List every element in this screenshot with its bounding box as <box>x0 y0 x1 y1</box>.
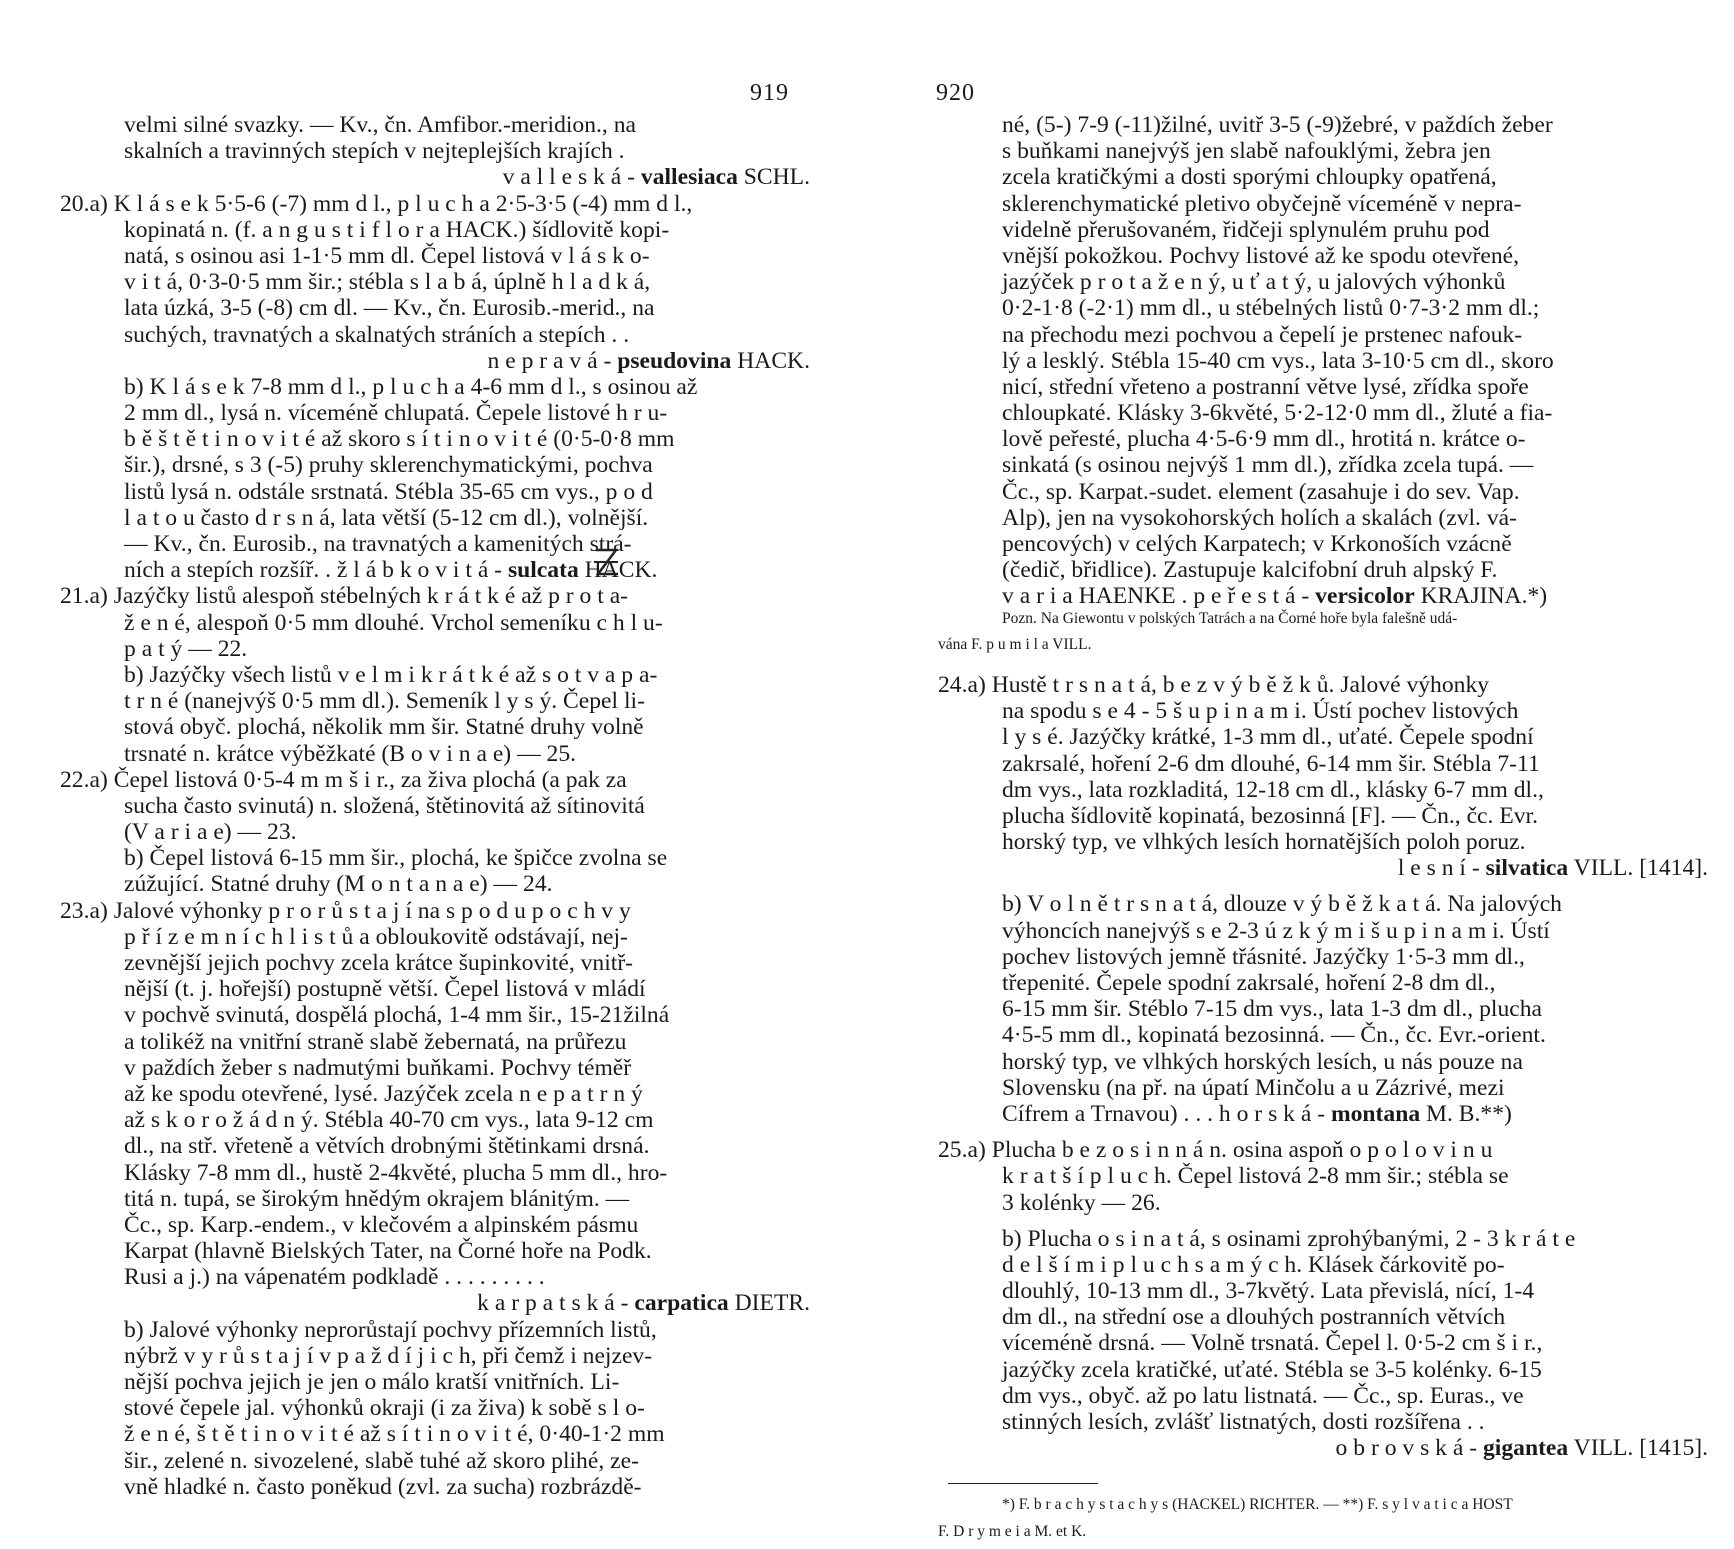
author-text: M. B.**) <box>1420 1100 1512 1127</box>
text-line <box>938 1278 1708 1304</box>
line-text: 2 mm dl., lysá n. víceméně chlupatá. Čepele listové h r u- <box>124 400 668 427</box>
line-text: p ř í z e m n í c h l i s t ů a obloukovitě odstávají, nej- <box>124 923 628 950</box>
text-column <box>938 112 1708 1549</box>
line-text: Alp), jen na vysokohorských holích a skalách (zvl. vá- <box>1002 504 1517 531</box>
line-text: jazýčky zcela kratičké, uťaté. Stébla se 3-5 kolénky. 6-15 <box>1002 1356 1542 1383</box>
text-line <box>938 243 1708 269</box>
species-name: carpatica <box>634 1290 729 1317</box>
text-line <box>938 164 1708 190</box>
line-text: suchých, travnatých a skalnatých stráních a stepích . . <box>124 321 630 348</box>
line-text: ž e n é, š t ě t i n o v i t é až s í t i n o v i t é, 0·40-1·2 mm <box>124 1421 665 1448</box>
line-text: b) Plucha o s i n a t á, s osinami zprohýbanými, 2 - 3 k r á t e <box>1002 1225 1576 1252</box>
line-text: dm vys., obyč. až po latu listnatá. — Čc., sp. Euras., ve <box>1002 1382 1524 1409</box>
line-text: zúžující. Statné druhy (M o n t a n a e) — 24. <box>124 871 553 898</box>
line-text: lata úzká, 3-5 (-8) cm dl. — Kv., čn. Eurosib.-merid., na <box>124 295 655 322</box>
line-text: stové čepele jal. výhonků okraji (i za živa) k sobě s l o- <box>124 1395 645 1422</box>
text-line <box>60 112 810 138</box>
line-text: 21.a) Jazýčky listů alespoň stébelných k r á t k é až p r o t a- <box>60 583 629 610</box>
author-text: DIETR. <box>728 1290 810 1317</box>
text-line <box>60 400 810 426</box>
text-line <box>938 996 1708 1022</box>
text-line <box>938 672 1708 698</box>
line-text: dm dl., na střední ose a dlouhých postranních větvích <box>1002 1304 1506 1331</box>
text-line <box>938 505 1708 531</box>
text-line <box>60 610 810 636</box>
line-text: až s k o r o ž á d n ý. Stébla 40-70 cm vys., lata 9-12 cm <box>124 1107 654 1134</box>
line-text: nější (t. j. hořejší) postupně větší. Čepel listová v mládí <box>124 976 646 1003</box>
line-text: videlně přerušovaném, řidčeji splynulém pruhu pod <box>1002 216 1490 243</box>
text-line <box>938 724 1708 750</box>
text-line <box>938 829 1708 855</box>
line-text: lově peřesté, plucha 4·5-6·9 mm dl., hrotitá n. krátce o- <box>1002 426 1526 453</box>
line-text: výhoncích nanejvýš s e 2-3 ú z k ý m i š u p i n a m i. Ústí <box>1002 917 1550 944</box>
page-left <box>0 0 860 1501</box>
text-line <box>60 976 810 1002</box>
text-line <box>60 741 810 767</box>
line-text: pencových) v celých Karpatech; v Krkonoších vzácně <box>1002 531 1512 557</box>
text-line <box>60 1186 810 1212</box>
text-line <box>938 452 1708 478</box>
line-text: nější pochva jejich je jen o málo kratší vnitřních. Li- <box>124 1369 620 1395</box>
text-line <box>938 531 1708 557</box>
line-text: Čc., sp. Karpat.-sudet. element (zasahuje i do sev. Vap. <box>1002 478 1520 505</box>
line-text: b) K l á s e k 7-8 mm d l., p l u c h a 4-6 mm d l., s osinou až <box>124 373 698 400</box>
text-line <box>60 1002 810 1028</box>
line-text: až ke spodu otevřené, lysé. Jazýček zcela n e p a t r n ý <box>124 1080 643 1107</box>
line-text: víceméně drsná. — Volně trsnatá. Čepel l. 0·5-2 cm š i r., <box>1002 1330 1543 1357</box>
line-text: 24.a) Hustě t r s n a t á, b e z v ý b ě ž k ů. Jalové výhonky <box>938 671 1490 698</box>
text-line <box>60 1290 810 1316</box>
text-line <box>938 400 1708 426</box>
text-line <box>938 217 1708 243</box>
text-line <box>938 112 1708 138</box>
text-line <box>60 479 810 505</box>
text-line <box>938 1435 1708 1461</box>
text-line <box>60 871 810 897</box>
line-text: b) Jalové výhonky neprorůstají pochvy přízemních listů, <box>124 1316 657 1343</box>
text-line <box>938 636 1708 662</box>
text-line <box>938 1357 1708 1383</box>
line-text: t r n é (nanejvýš 0·5 mm dl.). Semeník l y s ý. Čepel li- <box>124 688 645 715</box>
text-line <box>938 479 1708 505</box>
text-line <box>60 1081 810 1107</box>
line-text: lý a lesklý. Stébla 15-40 cm vys., lata 3-10·5 cm dl., skoro <box>1002 347 1554 374</box>
text-line <box>60 1474 810 1500</box>
text-line <box>60 845 810 871</box>
text-line <box>60 1395 810 1421</box>
text-line <box>938 583 1708 609</box>
text-line <box>60 1343 810 1369</box>
text-line <box>938 348 1708 374</box>
text-line <box>938 322 1708 348</box>
text-line <box>60 505 810 531</box>
line-text: velmi silné svazky. — Kv., čn. Amfibor.-meridion., na <box>124 112 636 138</box>
text-line <box>938 1049 1708 1075</box>
line-text: Cífrem a Trnavou) . . . h o r s k á - <box>1002 1100 1331 1127</box>
line-text: v paždích žeber s nadmutými buňkami. Pochvy téměř <box>124 1054 632 1081</box>
line-text: sucha často svinutá) n. složená, štětinovitá až sítinovitá <box>124 792 645 819</box>
line-text: skalních a travinných stepích v nejteplejších krajích . <box>124 138 625 165</box>
text-line <box>60 1029 810 1055</box>
species-name: vallesiaca <box>640 164 738 191</box>
line-text: vána F. p u m i l a VILL. <box>938 635 1092 653</box>
line-text: Slovensku (na př. na úpatí Minčolu a u Zázrivé, mezi <box>1002 1074 1505 1101</box>
text-line <box>60 767 810 793</box>
text-line <box>938 970 1708 996</box>
text-line <box>60 1448 810 1474</box>
author-text: HACK. <box>731 347 810 374</box>
text-line <box>60 636 810 662</box>
line-text: plucha šídlovitě kopinatá, bezosinná [F]. — Čn., čc. Evr. <box>1002 802 1538 829</box>
text-line <box>938 803 1708 829</box>
text-line <box>60 1107 810 1133</box>
line-text: šir.), drsné, s 3 (-5) pruhy sklerenchymatickými, pochva <box>124 452 653 479</box>
text-line <box>60 374 810 400</box>
line-text: k a r p a t s k á - <box>477 1290 635 1317</box>
text-line <box>60 531 810 557</box>
line-text: o b r o v s k á - <box>1335 1435 1483 1462</box>
line-text: sinkatá (s osinou nejvýš 1 mm dl.), zřídka zcela tupá. — <box>1002 452 1534 479</box>
species-name: montana <box>1330 1100 1421 1127</box>
text-line <box>938 1330 1708 1356</box>
line-text: třepenité. Čepele spodní zakrsalé, hoření 2-8 dm dl., <box>1002 970 1496 996</box>
line-text: 0·2-1·8 (-2·1) mm dl., u stébelných listů 0·7-3·2 mm dl.; <box>1002 295 1540 322</box>
line-text: sklerenchymatické pletivo obyčejně víceméně v nepra- <box>1002 190 1522 217</box>
text-line <box>60 1238 810 1264</box>
line-text: ních a stepích rozšíř. . ž l á b k o v i t á - <box>124 557 508 584</box>
text-line <box>938 1101 1708 1127</box>
line-text: (V a r i a e) — 23. <box>124 819 297 846</box>
line-text: l a t o u často d r s n á, lata větší (5-12 cm dl.), volnější. <box>124 504 649 531</box>
species-name: sulcata <box>507 557 579 584</box>
spacer <box>938 662 1708 672</box>
line-text: trsnaté n. krátce výběžkaté (B o v i n a e) — 25. <box>124 740 577 767</box>
text-line <box>60 1264 810 1290</box>
line-text: vně hladké n. často poněkud (zvl. za sucha) rozbrázdě- <box>124 1473 642 1500</box>
line-text: v pochvě svinutá, dospělá plochá, 1-4 mm šir., 15-21žilná <box>124 1002 670 1029</box>
text-line <box>938 1137 1708 1163</box>
text-line <box>60 164 810 190</box>
line-text: b) V o l n ě t r s n a t á, dlouze v ý b ě ž k a t á. Na jalových <box>1002 891 1562 918</box>
text-line <box>938 918 1708 944</box>
text-line <box>938 1190 1708 1216</box>
line-text: zakrsalé, hoření 2-6 dm dlouhé, 6-14 mm šir. Stébla 7-11 <box>1002 750 1540 777</box>
spacer <box>938 1216 1708 1226</box>
line-text: a tolikéž na vnitřní straně slabě žebernatá, na průřezu <box>124 1028 627 1055</box>
text-line <box>60 322 810 348</box>
text-line <box>60 819 810 845</box>
line-text: horský typ, ve vlhkých horských lesích, u nás pouze na <box>1002 1048 1523 1075</box>
text-line <box>938 1383 1708 1409</box>
line-text: kopinatá n. (f. a n g u s t i f l o r a HACK.) šídlovitě kopi- <box>124 216 670 243</box>
line-text: ž e n é, alespoň 0·5 mm dlouhé. Vrchol semeníku c h l u- <box>124 609 663 636</box>
line-text: titá n. tupá, se širokým hnědým okrajem blánitým. — <box>124 1185 630 1212</box>
text-line <box>60 714 810 740</box>
line-text: Klásky 7-8 mm dl., hustě 2-4květé, plucha 5 mm dl., hro- <box>124 1159 668 1186</box>
footnote: *) F. b r a c h y s t a c h y s (HACKEL) RICHTER. — **) F. s y l v a t i c a HOST <box>1002 1496 1513 1514</box>
text-line <box>60 1369 810 1395</box>
text-line <box>60 1317 810 1343</box>
line-text: v i t á, 0·3-0·5 mm šir.; stébla s l a b á, úplně h l a d k á, <box>124 269 651 296</box>
author-text: KRAJINA.*) <box>1414 583 1548 610</box>
line-text: Čc., sp. Karp.-endem., v klečovém a alpinském pásmu <box>124 1211 639 1238</box>
text-line <box>60 295 810 321</box>
line-text: na spodu s e 4 - 5 š u p i n a m i. Ústí pochev listových <box>1002 698 1519 725</box>
text-line <box>938 269 1708 295</box>
line-text: 23.a) Jalové výhonky p r o r ů s t a j í na s p o d u p o c h v y <box>60 897 631 924</box>
line-text: — Kv., čn. Eurosib., na travnatých a kamenitých strá- <box>124 531 632 557</box>
spacer <box>938 881 1708 891</box>
text-line <box>938 1409 1708 1435</box>
text-line <box>60 583 810 609</box>
line-text: zcela kratičkými a dosti sporými chloupky opatřená, <box>1002 164 1497 191</box>
page-number: 919 <box>750 80 789 106</box>
text-line <box>938 1163 1708 1189</box>
line-text: jazýček p r o t a ž e n ý, u ť a t ý, u jalových výhonků <box>1002 269 1506 296</box>
line-text: né, (5-) 7-9 (-11)žilné, uvitř 3-5 (-9)žebré, v paždích žeber <box>1002 112 1553 138</box>
page-right <box>900 0 1734 1540</box>
line-text: natá, s osinou asi 1-1·5 mm dl. Čepel listová v l á s k o- <box>124 242 650 269</box>
text-column <box>60 112 810 1500</box>
text-line <box>60 269 810 295</box>
handwritten-z-mark <box>592 544 622 584</box>
text-line <box>938 891 1708 917</box>
text-line <box>938 1022 1708 1048</box>
species-name: versicolor <box>1315 583 1415 610</box>
line-text: b ě š t ě t i n o v i t é až skoro s í t i n o v i t é (0·5-0·8 mm <box>124 426 675 453</box>
text-line <box>60 348 810 374</box>
text-line <box>60 426 810 452</box>
text-line <box>938 855 1708 881</box>
text-line <box>60 217 810 243</box>
line-text: v a l l e s k á - <box>502 164 641 191</box>
line-text: 6-15 mm šir. Stéblo 7-15 dm vys., lata 1-3 dm dl., plucha <box>1002 996 1542 1023</box>
text-line <box>60 898 810 924</box>
line-text: l y s é. Jazýčky krátké, 1-3 mm dl., uťaté. Čepele spodní <box>1002 724 1534 751</box>
text-line <box>60 950 810 976</box>
line-text: (čedič, břidlice). Zastupuje kalcifobní druh alpský F. <box>1002 557 1498 584</box>
text-line <box>938 1075 1708 1101</box>
text-line <box>60 924 810 950</box>
line-text: 20.a) K l á s e k 5·5-6 (-7) mm d l., p l u c h a 2·5-3·5 (-4) mm d l., <box>60 190 693 217</box>
author-text: VILL. [1415]. <box>1568 1435 1708 1462</box>
line-text: pochev listových jemně třásnité. Jazýčky 1·5-3 mm dl., <box>1002 943 1525 970</box>
text-line <box>60 688 810 714</box>
line-text: nicí, střední vřeteno a postranní větve lysé, zřídka spoře <box>1002 373 1529 400</box>
text-line <box>938 751 1708 777</box>
line-text: b) Čepel listová 6-15 mm šir., plochá, ke špičce zvolna se <box>124 845 668 872</box>
line-text: stová obyč. plochá, několik mm šir. Statné druhy volně <box>124 714 644 741</box>
line-text: k r a t š í p l u c h. Čepel listová 2-8 mm šir.; stébla se <box>1002 1163 1509 1190</box>
text-line <box>938 191 1708 217</box>
species-name: silvatica <box>1485 855 1569 882</box>
spacer <box>938 1127 1708 1137</box>
text-line <box>938 1304 1708 1330</box>
line-text: vnější pokožkou. Pochvy listové až ke spodu otevřené, <box>1002 242 1519 269</box>
species-name: pseudovina <box>617 347 732 374</box>
line-text: dl., na stř. vřeteně a větvích drobnými štětinkami drsná. <box>124 1133 650 1160</box>
line-text: s buňkami nanejvýš jen slabě nafouklými, žebra jen <box>1002 138 1491 165</box>
author-text: SCHL. <box>737 164 810 191</box>
text-line <box>60 191 810 217</box>
line-text: chloupkaté. Klásky 3-6květé, 5·2-12·0 mm dl., žluté a fia- <box>1002 400 1553 427</box>
line-text: n e p r a v á - <box>487 347 618 374</box>
footnote-rule <box>948 1483 1098 1484</box>
text-line <box>60 1421 810 1447</box>
text-line <box>60 243 810 269</box>
text-line <box>938 777 1708 803</box>
text-line <box>938 426 1708 452</box>
text-line <box>60 662 810 688</box>
text-line <box>60 138 810 164</box>
line-text: v a r i a HAENKE . p e ř e s t á - <box>1002 583 1316 610</box>
line-text: Karpat (hlavně Bielských Tater, na Čorné hoře na Podk. <box>124 1238 652 1265</box>
text-line <box>938 295 1708 321</box>
text-line <box>938 138 1708 164</box>
author-text: HACK. <box>578 557 658 584</box>
species-name: gigantea <box>1483 1435 1569 1462</box>
text-line <box>60 1212 810 1238</box>
line-text: listů lysá n. odstále srstnatá. Stébla 35-65 cm vys., p o d <box>124 478 653 505</box>
text-line <box>60 557 810 583</box>
text-line <box>60 1160 810 1186</box>
line-text: Rusi a j.) na vápenatém podkladě . . . . . . . . . <box>124 1264 545 1291</box>
line-text: dm vys., lata rozkladitá, 12-18 cm dl., klásky 6-7 mm dl., <box>1002 776 1544 803</box>
line-text: Pozn. Na Giewontu v polských Tatrách a na Čorné hoře byla falešně udá- <box>1002 609 1458 627</box>
line-text: l e s n í - <box>1397 855 1486 882</box>
line-text: 3 kolénky — 26. <box>1002 1189 1161 1216</box>
line-text: dlouhlý, 10-13 mm dl., 3-7květý. Lata převislá, nící, 1-4 <box>1002 1278 1535 1305</box>
line-text: b) Jazýčky všech listů v e l m i k r á t k é až s o t v a p a- <box>124 661 658 688</box>
text-line <box>60 1055 810 1081</box>
text-line <box>938 1252 1708 1278</box>
line-text: 25.a) Plucha b e z o s i n n á n. osina aspoň o p o l o v i n u <box>938 1137 1493 1164</box>
line-text: p a t ý — 22. <box>124 635 248 662</box>
line-text: 22.a) Čepel listová 0·5-4 m m š i r., za živa plochá (a pak za <box>60 766 627 793</box>
line-text: šir., zelené n. sivozelené, slabě tuhé až skoro plihé, ze- <box>124 1447 639 1474</box>
text-line <box>938 698 1708 724</box>
text-line <box>60 452 810 478</box>
line-text: zevnější jejich pochvy zcela krátce šupinkovité, vnitř- <box>124 950 634 976</box>
line-text: stinných lesích, zvlášť listnatých, dosti rozšířena . . <box>1002 1409 1485 1435</box>
line-text: na přechodu mezi pochvou a čepelí je prstenec nafouk- <box>1002 321 1523 348</box>
text-line <box>938 374 1708 400</box>
line-text: horský typ, ve vlhkých lesích hornatějších poloh poruz. <box>1002 829 1526 856</box>
line-text: 4·5-5 mm dl., kopinatá bezosinná. — Čn., čc. Evr.-orient. <box>1002 1022 1546 1049</box>
text-line <box>938 610 1708 636</box>
author-text: VILL. [1414]. <box>1568 855 1708 882</box>
text-line <box>60 793 810 819</box>
footnote: F. D r y m e i a M. et K. <box>938 1522 1087 1540</box>
text-line <box>938 1226 1708 1252</box>
line-text: nýbrž v y r ů s t a j í v p a ž d í j i c h, při čemž i nejzev- <box>124 1342 653 1369</box>
page-number: 920 <box>936 80 975 106</box>
text-line <box>938 944 1708 970</box>
text-line <box>60 1133 810 1159</box>
text-line <box>938 557 1708 583</box>
line-text: d e l š í m i p l u c h s a m ý c h. Klásek čárkovitě po- <box>1002 1251 1505 1278</box>
